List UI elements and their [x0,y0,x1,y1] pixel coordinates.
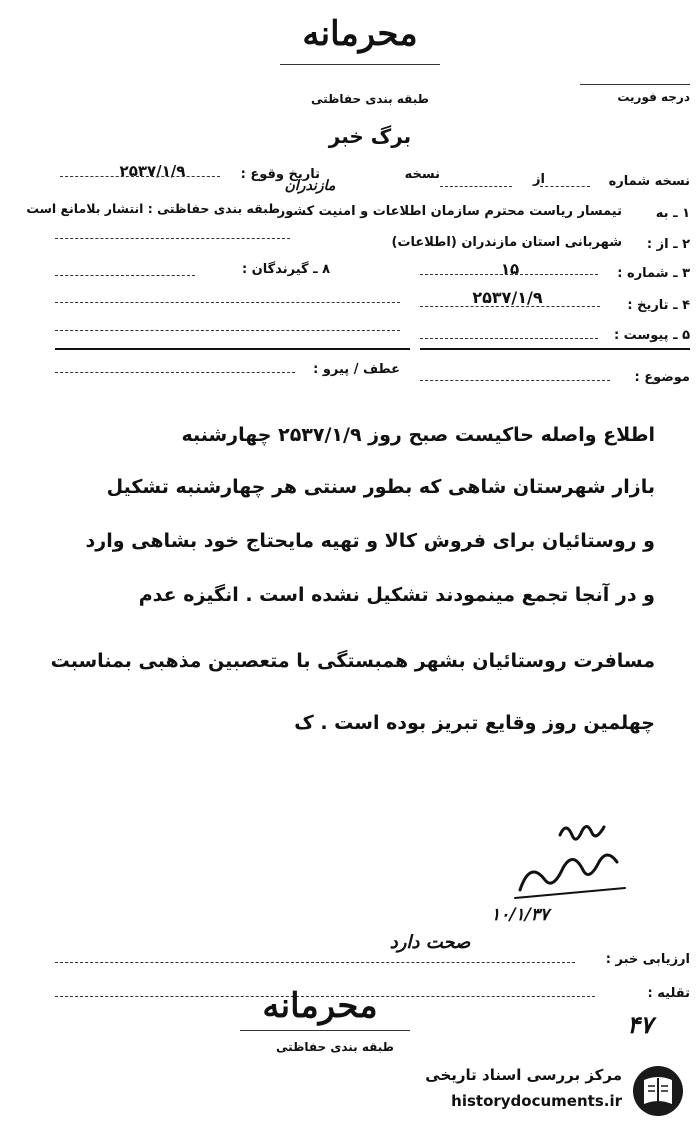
from-label: از [533,172,545,187]
evaluation-value: صحت دارد [389,932,471,953]
form-title: برگ خبر [328,124,412,148]
field-8-line-3 [55,330,400,331]
evaluation-line [55,962,575,963]
field-3-line [420,274,598,275]
field-4-line [420,306,600,307]
field-2-value: شهربانی استان مازندران (اطلاعات) [391,235,622,250]
evaluation-label: ارزیابی خبر : [605,952,690,967]
classification-sub-bottom: طبقه بندی حفاظتی [276,1040,394,1054]
field-4-label: ۴ ـ تاریخ : [627,298,690,313]
field-8-label: ۸ ـ گیرندگان : [241,262,330,277]
body-line-1: اطلاع واصله حاکیست صبح روز ۲۵۳۷/۱/۹ چهارشنبه [181,424,655,446]
handwritten-date: ۱۰/۱/۳۷ [490,905,550,925]
field-2-line-left [55,238,290,239]
book-scroll-icon [630,1064,686,1118]
field-3-value: ۱۵ [500,260,520,278]
field-8-line-2 [55,302,400,303]
field-3-label: ۳ ـ شماره : [617,266,690,281]
ref-line [55,372,295,373]
classification-sub-top: طبقه بندی حفاظتی [311,92,429,106]
margin-number: ۴۷ [627,1010,653,1039]
separator-rule-right [420,348,690,350]
classification-bottom: محرمانه [262,986,378,1026]
field-1-value: تیمسار ریاست محترم سازمان اطلاعات و امنیت کشور [277,204,622,219]
distribution-label: تقلیه : [647,986,690,1001]
signature [500,810,640,905]
field-1-note: طبقه بندی حفاظتی : انتشار بلامانع است [26,201,280,216]
field-5-label: ۵ ـ پیوست : [613,328,690,343]
body-line-3: و روستائیان برای فروش کالا و تهیه مایحتاج خود بشاهی وارد [85,530,655,552]
event-date-value: ۲۵۳۷/۱/۹ [119,162,186,180]
copy-number-line [540,186,590,187]
watermark-name: مرکز بررسی اسناد تاریخی [425,1066,622,1084]
field-4-value: ۲۵۳۷/۱/۹ [472,288,543,307]
field-8-line-1 [55,275,195,276]
field-1-label: ۱ ـ به [655,206,690,221]
subject-line [420,380,610,381]
copy-label: نسخه [404,167,440,182]
footer-underline [240,1030,410,1031]
field-5-line [420,338,598,339]
urgency-line [580,84,690,85]
watermark-url: historydocuments.ir [451,1092,622,1110]
body-line-5: مسافرت روستائیان بشهر همبستگی با متعصبین مذهبی بمناسبت [50,650,655,672]
classification-top: محرمانه [302,14,418,54]
field-2-label: ۲ ـ از : [646,237,690,252]
copy-number-label: نسخه شماره [608,174,690,189]
event-date-line [60,176,220,177]
subject-label: موضوع : [634,370,690,385]
handwritten-place: مازندران [284,178,336,194]
body-line-6: چهلمین روز وقایع تبریز بوده است . ک [294,712,655,734]
header-underline [280,64,440,65]
watermark [410,1062,692,1120]
ref-label: عطف / پیرو : [313,362,400,377]
urgency-label: درجه فوریت [617,90,690,104]
separator-rule-left [55,348,410,350]
event-date-label: تاریخ وقوع : [240,167,320,182]
body-line-4: و در آنجا تجمع مینمودند تشکیل نشده است . انگیزه عدم [138,584,655,606]
from-line [440,186,512,187]
body-line-2: بازار شهرستان شاهی که بطور سنتی هر چهارشنبه تشکیل [106,476,655,498]
